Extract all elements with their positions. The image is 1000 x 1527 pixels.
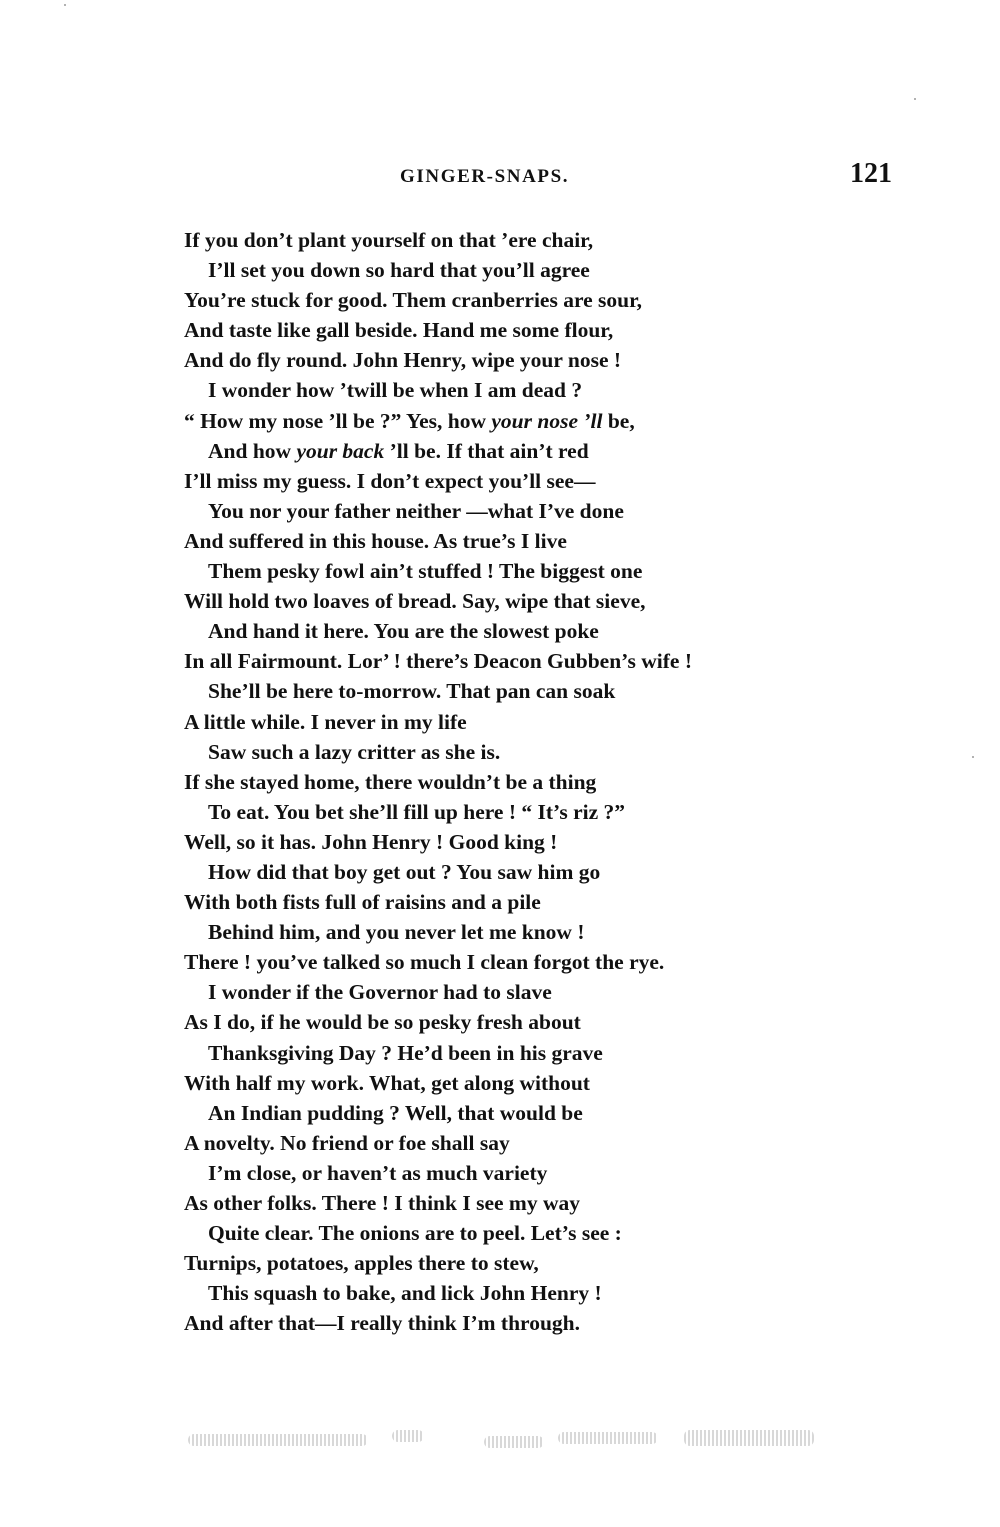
poem-line xyxy=(184,1007,884,1037)
poem-line xyxy=(184,1278,884,1308)
poem-line-text: A novelty. No friend or foe shall say xyxy=(184,1130,510,1155)
poem-line-text: With both fists full of raisins and a pile xyxy=(184,890,541,915)
poem-line-text: As other folks. There ! I think I see my way xyxy=(184,1191,580,1215)
poem-line-text: ’ll be. If that ain’t red xyxy=(384,438,589,463)
poem-line-text: be, xyxy=(602,408,635,433)
poem-line-text: I’m close, or haven’t as much variety xyxy=(208,1160,548,1185)
poem-line xyxy=(184,977,884,1007)
running-head xyxy=(0,158,1000,192)
poem-line-text: Behind him, and you never let me know ! xyxy=(208,920,585,945)
page-speck xyxy=(64,4,66,6)
poem-line xyxy=(184,556,884,586)
poem-line-text: In all Fairmount. Lor’ ! there’s Deacon Gubben’s wife ! xyxy=(184,649,692,674)
poem-line xyxy=(184,225,884,255)
poem-line-text: If she stayed home, there wouldn’t be a thing xyxy=(184,769,597,794)
poem-line xyxy=(184,436,884,466)
poem-line-text: She’ll be here to-morrow. That pan can soak xyxy=(208,679,616,704)
poem-line xyxy=(184,737,884,767)
page-speck xyxy=(914,98,916,100)
poem-line-text: You nor your father neither —what I’ve done xyxy=(208,498,624,523)
poem-line xyxy=(184,586,884,616)
poem-line xyxy=(184,767,884,797)
poem-text xyxy=(184,225,884,1338)
poem-line-text: A little while. I never in my life xyxy=(184,709,467,734)
poem-line xyxy=(184,707,884,737)
poem-line xyxy=(184,1248,884,1278)
poem-line xyxy=(184,646,884,676)
poem-line xyxy=(184,917,884,947)
poem-line-text: An Indian pudding ? Well, that would be xyxy=(208,1100,583,1125)
poem-line-text: I’ll set you down so hard that you’ll agree xyxy=(208,258,590,283)
poem-line xyxy=(184,1098,884,1128)
poem-line-text: There ! you’ve talked so much I clean forgot the rye. xyxy=(184,950,665,975)
poem-line xyxy=(184,1188,884,1218)
poem-line-text: And do fly round. John Henry, wipe your nose ! xyxy=(184,348,622,373)
poem-line xyxy=(184,1308,884,1338)
poem-line-text: Them pesky fowl ain’t stuffed ! The biggest one xyxy=(208,559,643,584)
poem-line xyxy=(184,375,884,405)
poem-line-italic-text: your nose ’ll xyxy=(491,408,603,433)
poem-line xyxy=(184,1158,884,1188)
page-speck xyxy=(972,756,974,758)
poem-line xyxy=(184,1038,884,1068)
running-title: GINGER-SNAPS. xyxy=(400,166,570,187)
poem-line-text: And how xyxy=(208,438,297,463)
poem-line-text: As I do, if he would be so pesky fresh about xyxy=(184,1010,581,1035)
page-number: 121 xyxy=(850,158,892,189)
poem-line xyxy=(184,1068,884,1098)
poem-line-text: To eat. You bet she’ll fill up here ! “ It’s riz ?” xyxy=(208,799,626,824)
poem-line xyxy=(184,496,884,526)
poem-line-text: And hand it here. You are the slowest poke xyxy=(208,619,599,644)
poem-line xyxy=(184,616,884,646)
faint-bleed-through xyxy=(184,1424,824,1454)
poem-line xyxy=(184,285,884,315)
poem-line-text: With half my work. What, get along without xyxy=(184,1070,590,1095)
poem-line-text: This squash to bake, and lick John Henry ! xyxy=(208,1281,602,1306)
poem-line xyxy=(184,676,884,706)
poem-line-text: Thanksgiving Day ? He’d been in his grave xyxy=(208,1040,603,1065)
poem-line-text: If you don’t plant yourself on that ’ere chair, xyxy=(184,228,594,252)
poem-line xyxy=(184,887,884,917)
poem-line-text: And suffered in this house. As true’s I live xyxy=(184,528,567,553)
poem-line-text: Saw such a lazy critter as she is. xyxy=(208,739,501,764)
poem-line xyxy=(184,526,884,556)
poem-line-text: I’ll miss my guess. I don’t expect you’ll see— xyxy=(184,468,596,493)
poem-line-text: Quite clear. The onions are to peel. Let’s see : xyxy=(208,1221,622,1246)
poem-line xyxy=(184,857,884,887)
poem-line xyxy=(184,827,884,857)
poem-line-text: Turnips, potatoes, apples there to stew, xyxy=(184,1251,539,1276)
poem-line xyxy=(184,797,884,827)
poem-line-text: And after that—I really think I’m through. xyxy=(184,1311,580,1336)
poem-line xyxy=(184,466,884,496)
poem-line xyxy=(184,255,884,285)
poem-line-text: I wonder how ’twill be when I am dead ? xyxy=(208,378,583,403)
poem-line-text: “ How my nose ’ll be ?” Yes, how xyxy=(184,408,492,433)
poem-line-text: Will hold two loaves of bread. Say, wipe that sieve, xyxy=(184,589,646,614)
poem-line xyxy=(184,1218,884,1248)
poem-line xyxy=(184,947,884,977)
poem-line xyxy=(184,406,884,436)
poem-line xyxy=(184,1128,884,1158)
poem-line-text: How did that boy get out ? You saw him go xyxy=(208,859,601,884)
poem-line xyxy=(184,315,884,345)
poem-line-text: I wonder if the Governor had to slave xyxy=(208,980,552,1005)
poem-line-text: You’re stuck for good. Them cranberries are sour, xyxy=(184,288,643,313)
poem-line xyxy=(184,345,884,375)
poem-line-italic-text: your back xyxy=(296,438,385,463)
poem-line-text: And taste like gall beside. Hand me some flour, xyxy=(184,318,614,343)
poem-line-text: Well, so it has. John Henry ! Good king ! xyxy=(184,829,558,854)
